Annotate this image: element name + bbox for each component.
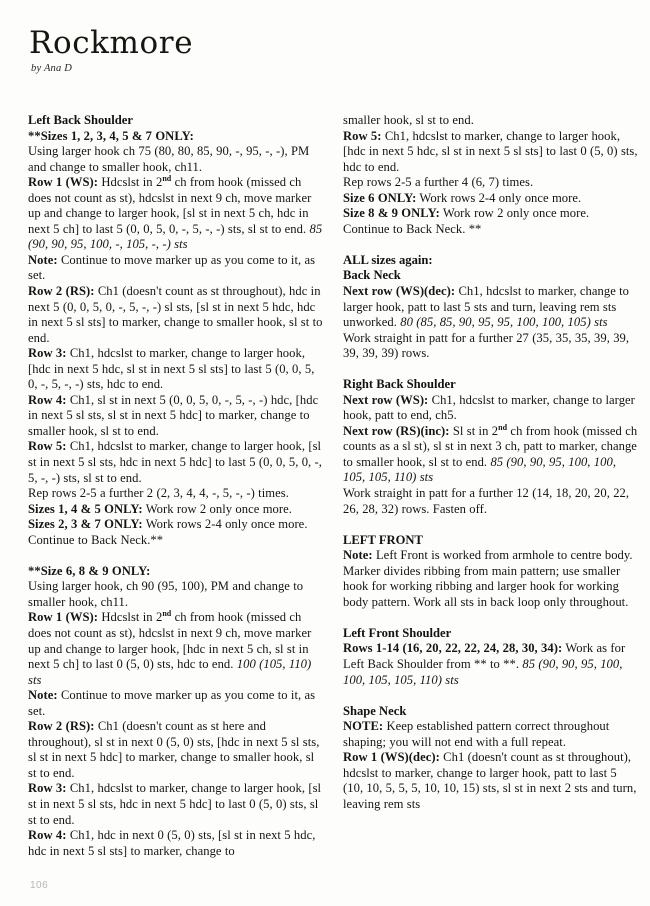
- paragraph-text: Continue to Back Neck.**: [28, 532, 164, 547]
- paragraph-label: Row 1 (WS)(dec):: [343, 750, 440, 765]
- pattern-paragraph: [343, 175, 640, 191]
- paragraph-text: Ch1 (doesn't count as st throughout), hdcslst to marker, change to larger hook, patt to last 5 (10, 10, 5, 5, 5, 10, 10, 15) sts, sl st in next 2 sts and turn, leaving rem sts: [343, 750, 637, 811]
- paragraph-text: Ch1, hdcslst to marker, change to larger hook, [hdc in next 5 hdc, sl st in next 5 sl sts] to last 5 (0, 0, 5, 0, -, 5, -, -) sts, hdc to end.: [28, 346, 315, 392]
- pattern-paragraph: [343, 486, 640, 517]
- paragraph-label: Rows 1-14 (16, 20, 22, 22, 24, 28, 30, 34):: [343, 641, 563, 656]
- pattern-paragraph: [28, 439, 325, 486]
- two-column-body: [28, 113, 638, 873]
- pattern-paragraph: [343, 129, 640, 176]
- paragraph-text: Ch1, sl st in next 5 (0, 0, 5, 0, -, 5, -, -) hdc, [hdc in next 5 sl sts, sl st in next 5 hdc] to marker, change to smaller hook, sl st to end.: [28, 392, 319, 438]
- section-heading: Right Back Shoulder: [343, 377, 456, 392]
- pattern-paragraph: [343, 222, 640, 238]
- pattern-paragraph: [28, 502, 325, 518]
- pattern-paragraph: [343, 331, 640, 362]
- paragraph-text: Hdcslst in 2nd ch from hook (missed ch does not count as st), hdcslst in next 9 ch, move marker up and change to larger hook, [hdc in next 5 ch, sl st in next 5 ch] to last 0 (5, 0) sts, hdc to end.: [28, 609, 312, 672]
- paragraph-text: Work as for Left Back Shoulder from ** to **.: [343, 641, 626, 671]
- paragraph-text: Ch1, hdcslst to marker, change to larger hook, [hdc in next 5 hdc, sl st in next 5 sl sts] to last 0 (5, 0) sts, hdc to end.: [343, 128, 638, 174]
- byline: by Ana D: [31, 63, 73, 74]
- paragraph-label: Next row (WS)(dec):: [343, 283, 456, 298]
- pattern-paragraph: [343, 548, 640, 610]
- paragraph-label: Sizes 1, 4 & 5 ONLY:: [28, 501, 143, 516]
- pattern-paragraph: [343, 191, 640, 207]
- paragraph-text: Ch1, hdcslst to marker, change to larger hook, [sl st in next 5 sl sts, hdc in next 5 hdc] to last 0 (5, 0) sts, sl st to end.: [28, 781, 322, 827]
- masthead: [28, 26, 622, 88]
- stitch-count: 100 (105, 110) sts: [28, 657, 312, 687]
- pattern-paragraph: [28, 564, 325, 580]
- pattern-paragraph: [28, 533, 325, 549]
- section-heading: Left Front Shoulder: [343, 625, 452, 640]
- stitch-count: 85 (90, 90, 95, 100, 100, 105, 105, 110) sts: [343, 656, 623, 687]
- paragraph-label: Row 1 (WS):: [28, 175, 99, 190]
- pattern-paragraph: [343, 113, 640, 129]
- left-text-column: [28, 113, 325, 873]
- pattern-paragraph: [28, 610, 325, 688]
- paragraph-text: Rep rows 2-5 a further 4 (6, 7) times.: [343, 175, 534, 190]
- paragraph-text: Continue to move marker up as you come to it, as set.: [28, 688, 316, 718]
- paragraph-text: Ch1 (doesn't count as st here and throughout), sl st in next 0 (5, 0) sts, [hdc in next 5 sl sts, sl st in next 5 hdc] to marker, change to smaller hook, sl st to end.: [28, 719, 320, 780]
- size-qualifier: **Size 6, 8 & 9 ONLY:: [28, 563, 151, 578]
- paragraph-text: Work rows 2-4 only once more.: [145, 517, 308, 532]
- paragraph-label: NOTE:: [343, 719, 384, 734]
- pattern-paragraph: [28, 719, 325, 781]
- paragraph-text: Work straight in patt for a further 12 (14, 18, 20, 20, 22, 26, 28, 32) rows. Fasten off.: [343, 486, 630, 516]
- section-heading: Back Neck: [343, 268, 401, 283]
- paragraph-text: Using larger hook ch 75 (80, 80, 85, 90, -, 95, -, -), PM and change to smaller hook, ch11.: [28, 144, 310, 174]
- pattern-paragraph: [28, 284, 325, 346]
- paragraph-text: [28, 129, 194, 143]
- size-qualifier: **Sizes 1, 2, 3, 4, 5 & 7 ONLY:: [28, 128, 194, 143]
- stitch-count: 85 (90, 90, 95, 100, -, 105, -, -) sts: [28, 221, 323, 252]
- paragraph-label: Row 4:: [28, 828, 67, 843]
- paragraph-text: Ch1, hdc in next 0 (5, 0) sts, [sl st in next 5 hdc, hdc in next 5 sl sts] to marker, change to: [28, 828, 316, 858]
- pattern-paragraph: [28, 346, 325, 393]
- pattern-paragraph: [343, 750, 640, 812]
- paragraph-text: Left Front is worked from armhole to centre body. Marker divides ribbing from main pattern; use smaller hook for working ribbing and larger hook for working body pattern. Work all sts in back loop only throughout.: [343, 548, 633, 609]
- pattern-paragraph: [28, 517, 325, 533]
- pattern-paragraph: [28, 781, 325, 828]
- paragraph-text: Using larger hook, ch 90 (95, 100), PM and change to smaller hook, ch11.: [28, 579, 304, 609]
- section-heading: Left Back Shoulder: [28, 113, 133, 127]
- right-text-column: [343, 113, 640, 873]
- stitch-count: 80 (85, 85, 90, 95, 95, 100, 100, 105) sts: [400, 315, 608, 330]
- paragraph-text: Work rows 2-4 only once more.: [419, 190, 582, 205]
- paragraph-text: smaller hook, sl st to end.: [343, 113, 474, 127]
- paragraph-label: Row 1 (WS):: [28, 610, 99, 625]
- paragraph-label: Row 3:: [28, 346, 67, 361]
- pattern-paragraph: [28, 579, 325, 610]
- pattern-paragraph: [343, 284, 640, 331]
- section-heading: Shape Neck: [343, 703, 407, 718]
- pattern-paragraph: [28, 175, 325, 253]
- paragraph-text: Continue to move marker up as you come to it, as set.: [28, 252, 316, 283]
- paragraph-label: Note:: [28, 688, 58, 703]
- paragraph-text: Ch1, hdcslst to marker, change to larger hook, patt to last 5 sts and turn, leaving rem sts unworked.: [343, 283, 630, 330]
- pattern-paragraph: [28, 393, 325, 440]
- pattern-paragraph: [343, 206, 640, 222]
- paragraph-spacer: [343, 362, 640, 378]
- pattern-paragraph: [343, 719, 640, 750]
- paragraph-spacer: [343, 688, 640, 704]
- pattern-paragraph: [28, 828, 325, 859]
- paragraph-text: Continue to Back Neck. **: [343, 221, 482, 236]
- paragraph-spacer: [28, 548, 325, 564]
- ordinal-suffix: nd: [498, 422, 508, 432]
- paragraph-text: Rep rows 2-5 a further 2 (2, 3, 4, 4, -, 5, -, -) times.: [28, 486, 289, 501]
- paragraph-label: Row 2 (RS):: [28, 284, 95, 299]
- paragraph-label: Next row (RS)(inc):: [343, 423, 450, 438]
- paragraph-spacer: [343, 237, 640, 253]
- pattern-paragraph: [343, 393, 640, 424]
- paragraph-label: Size 8 & 9 ONLY:: [343, 206, 440, 221]
- pattern-paragraph: [343, 424, 640, 486]
- page-number: 106: [30, 880, 49, 891]
- pattern-paragraph: [28, 129, 325, 145]
- paragraph-text: Ch1, hdcslst to marker, change to larger hook, patt to end, ch5.: [343, 392, 635, 423]
- page-title: Rockmore: [29, 25, 194, 61]
- paragraph-label: Note:: [343, 548, 373, 563]
- pattern-paragraph: [28, 144, 325, 175]
- paragraph-text: Hdcslst in 2nd ch from hook (missed ch does not count as st), hdcslst in next 9 ch, move marker up and change to larger hook, [sl st in next 5 ch, hdc in next 5 ch] to last 5 (0, 0, 5, 0, -, 5, -, -) sts, sl st to end.: [28, 174, 312, 236]
- paragraph-spacer: [343, 610, 640, 626]
- paragraph-text: Work row 2 only once more.: [145, 501, 292, 516]
- paragraph-label: Sizes 2, 3 & 7 ONLY:: [28, 517, 143, 532]
- paragraph-label: Row 3:: [28, 781, 67, 796]
- paragraph-label: Row 2 (RS):: [28, 719, 95, 734]
- paragraph-text: Ch1 (doesn't count as st throughout), hdc in next 5 (0, 0, 5, 0, -, 5, -, -) sl sts, [sl st in next 5 hdc, hdc in next 5 sl sts] to marker, change to smaller hook, sl st to end.: [28, 284, 323, 345]
- section-heading: ALL sizes again:: [343, 252, 433, 267]
- paragraph-label: Size 6 ONLY:: [343, 190, 417, 205]
- paragraph-spacer: [343, 517, 640, 533]
- stitch-count: 85 (90, 90, 95, 100, 100, 105, 105, 110) sts: [343, 454, 617, 485]
- paragraph-label: Next row (WS):: [343, 392, 429, 407]
- pattern-paragraph: [28, 486, 325, 502]
- pattern-paragraph: [343, 641, 640, 688]
- paragraph-text: Work straight in patt for a further 27 (35, 35, 35, 39, 39, 39, 39, 39) rows.: [343, 330, 630, 361]
- ordinal-suffix: nd: [162, 609, 172, 619]
- pattern-paragraph: [28, 253, 325, 284]
- paragraph-text: Ch1, hdcslst to marker, change to larger hook, [sl st in next 5 sl sts, hdc in next 5 hdc] to last 5 (0, 0, 5, 0, -, 5, -, -) sts, sl st to end.: [28, 439, 322, 485]
- paragraph-text: Sl st in 2nd ch from hook (missed ch counts as a sl st), sl st in next 3 ch, patt to marker, change to smaller hook, sl st to end.: [343, 422, 638, 469]
- paragraph-label: Note:: [28, 252, 58, 267]
- paragraph-text: Work row 2 only once more.: [442, 206, 590, 221]
- paragraph-label: Row 4:: [28, 392, 67, 407]
- ordinal-suffix: nd: [162, 174, 172, 183]
- pattern-paragraph: [28, 688, 325, 719]
- paragraph-label: Row 5:: [343, 128, 382, 143]
- paragraph-text: [28, 564, 150, 578]
- section-heading: LEFT FRONT: [343, 532, 423, 547]
- paragraph-text: Keep established pattern correct throughout shaping; you will not end with a full repeat.: [343, 719, 610, 749]
- paragraph-label: Row 5:: [28, 439, 67, 454]
